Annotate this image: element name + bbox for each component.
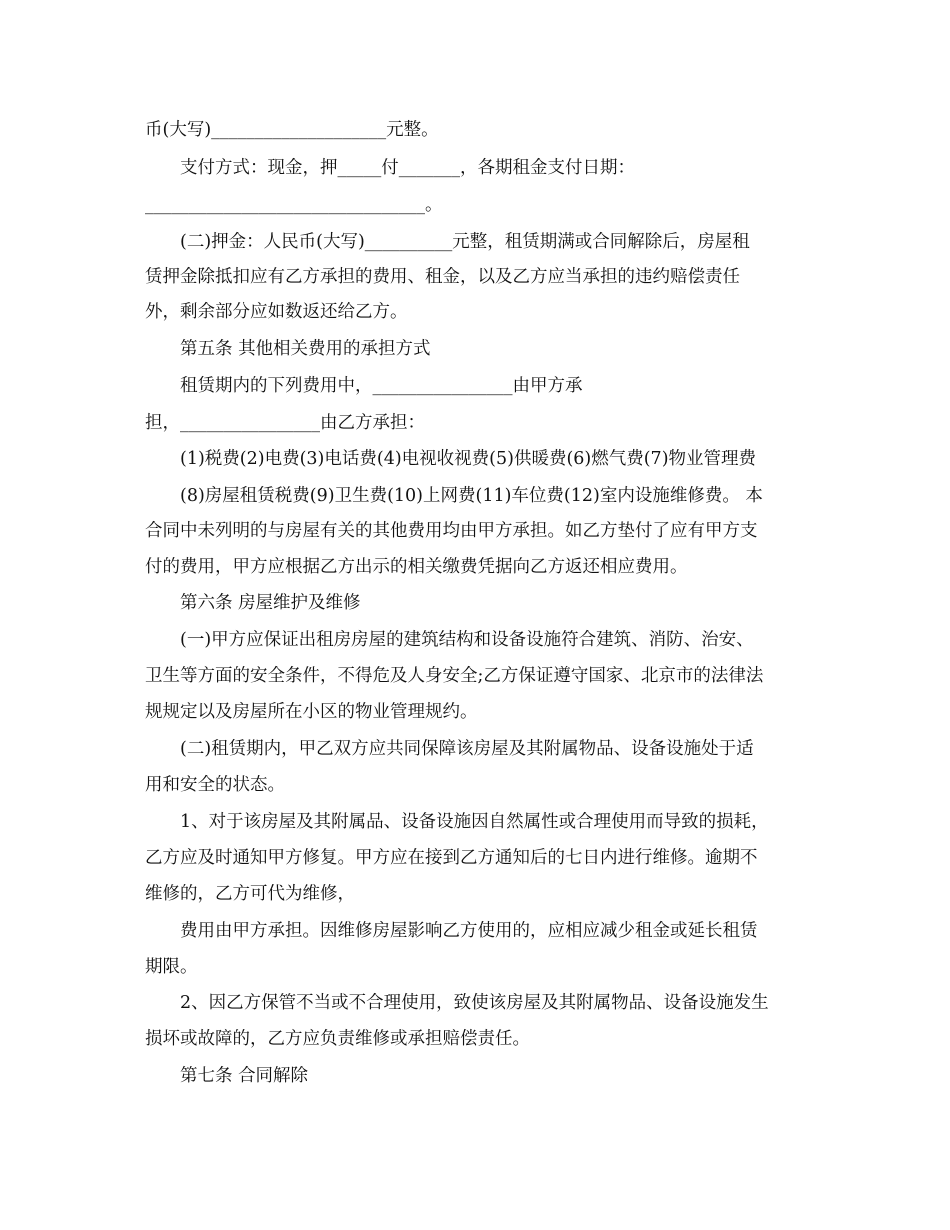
text-line: 维修的，乙方可代为维修，	[145, 884, 355, 904]
section-heading: 第六条 房屋维护及维修	[180, 593, 361, 613]
text-line: 担，________________由乙方承担：	[145, 413, 425, 433]
text-line: 用和安全的状态。	[145, 775, 285, 795]
text-line: 赁押金除抵扣应有乙方承担的费用、租金，以及乙方应当承担的违约赔偿责任	[145, 267, 740, 287]
text-line: (一)甲方应保证出租房房屋的建筑结构和设备设施符合建筑、消防、治安、	[180, 630, 754, 650]
text-line: 乙方应及时通知甲方修复。甲方应在接到乙方通知后的七日内进行维修。逾期不	[145, 848, 758, 868]
text-line: 2、因乙方保管不当或不合理使用，致使该房屋及其附属物品、设备设施发生	[180, 993, 769, 1013]
text-line: 外，剩余部分应如数返还给乙方。	[145, 302, 408, 322]
text-line: (二)租赁期内，甲乙双方应共同保障该房屋及其附属物品、设备设施处于适	[180, 739, 754, 759]
text-line: (8)房屋租赁税费(9)卫生费(10)上网费(11)车位费(12)室内设施维修费。 本	[180, 486, 763, 506]
section-heading: 第五条 其他相关费用的承担方式	[180, 339, 431, 359]
text-line: (二)押金：人民币(大写)__________元整，租赁期满或合同解除后，房屋租	[180, 232, 750, 252]
text-line: 币(大写)____________________元整。	[145, 120, 439, 140]
text-line: 1、对于该房屋及其附属品、设备设施因自然属性或合理使用而导致的损耗，	[180, 812, 769, 832]
text-line: 支付方式：现金，押_____付_______，各期租金支付日期：	[180, 158, 635, 178]
text-line: 租赁期内的下列费用中，________________由甲方承	[180, 376, 583, 396]
text-line: 损坏或故障的，乙方应负责维修或承担赔偿责任。	[145, 1029, 530, 1049]
text-line: (1)税费(2)电费(3)电话费(4)电视收视费(5)供暖费(6)燃气费(7)物业管理费	[180, 449, 757, 469]
text-line: 付的费用，甲方应根据乙方出示的相关缴费凭据向乙方返还相应费用。	[145, 557, 688, 577]
text-line: ________________________________。	[145, 195, 443, 215]
text-line: 期限。	[145, 957, 198, 977]
text-line: 费用由甲方承担。因维修房屋影响乙方使用的，应相应减少租金或延长租赁	[180, 921, 758, 941]
text-line: 合同中未列明的与房屋有关的其他费用均由甲方承担。如乙方垫付了应有甲方支	[145, 521, 758, 541]
text-line: 规规定以及房屋所在小区的物业管理规约。	[145, 702, 478, 722]
section-heading: 第七条 合同解除	[180, 1066, 309, 1086]
text-line: 卫生等方面的安全条件，不得危及人身安全;乙方保证遵守国家、北京市的法律法	[145, 666, 764, 686]
